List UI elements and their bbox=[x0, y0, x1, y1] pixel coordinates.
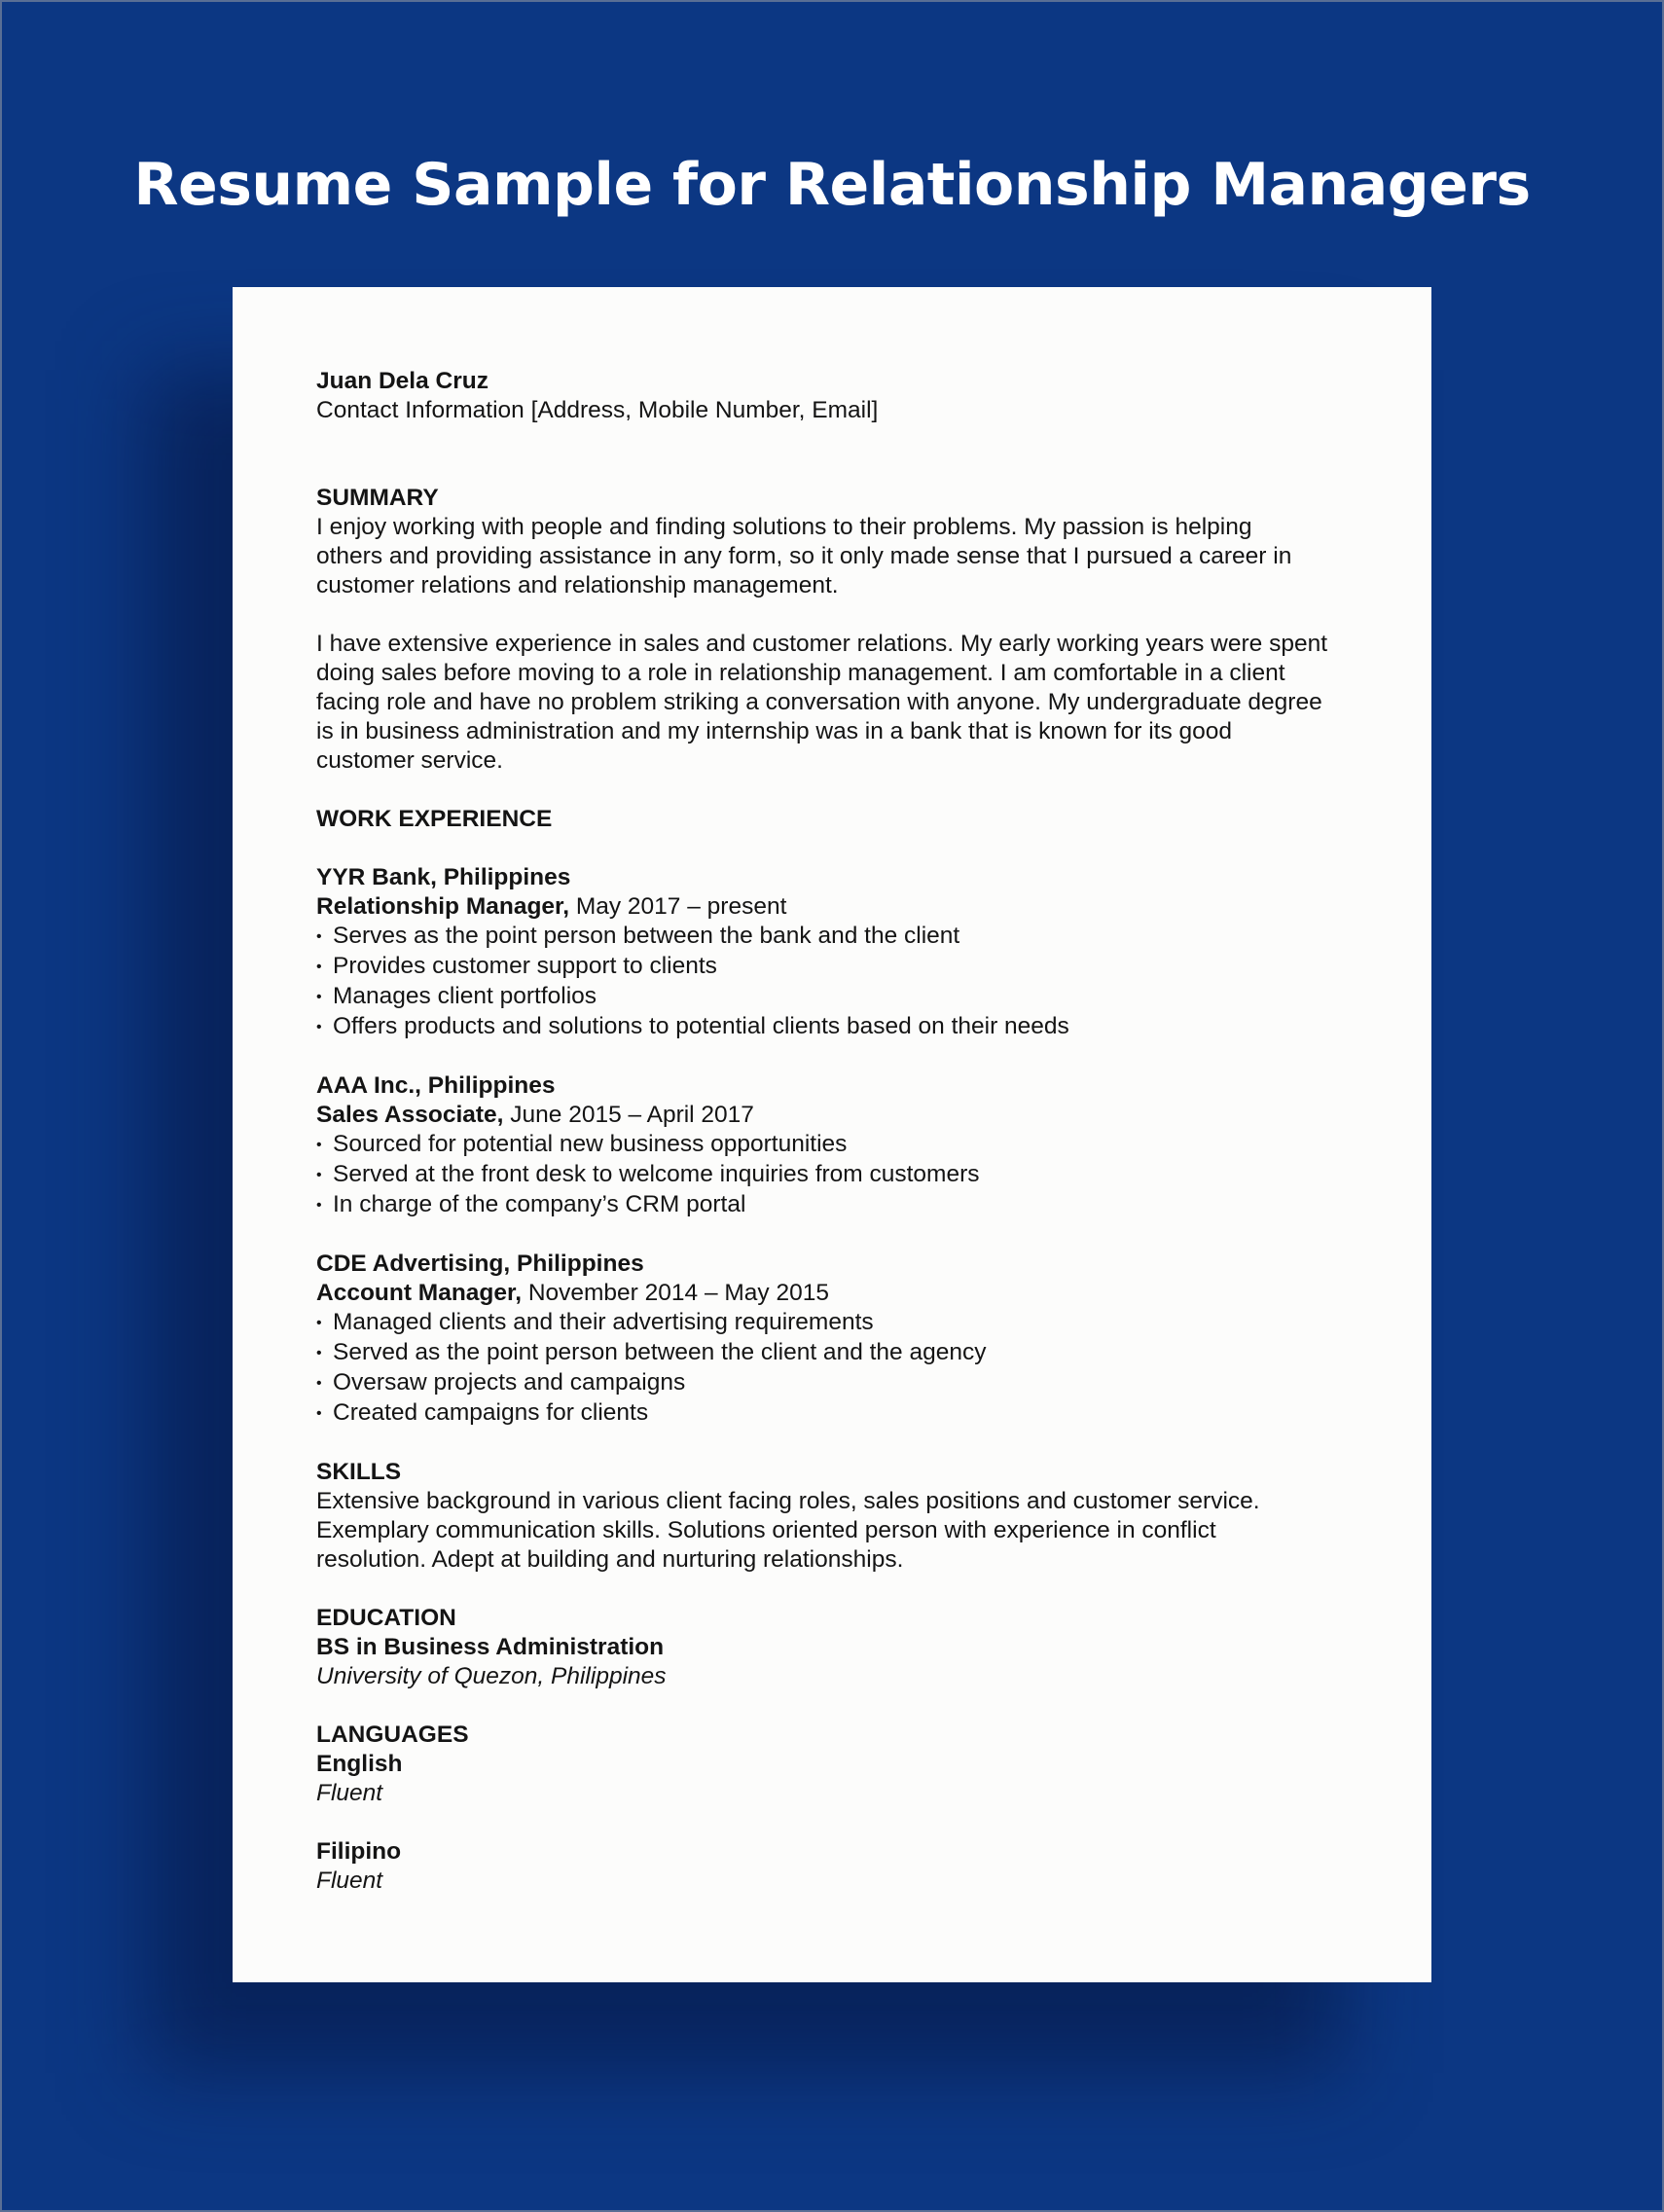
skills-heading: SKILLS bbox=[316, 1459, 402, 1485]
job-bullet: • Manages client portfolios bbox=[316, 982, 1367, 1012]
job-dates: November 2014 – May 2015 bbox=[522, 1280, 829, 1306]
job-dates: May 2017 – present bbox=[569, 893, 787, 920]
summary-line: is in business administration and my internship was in a bank that is known for its good bbox=[316, 718, 1233, 744]
language-name: Filipino bbox=[316, 1838, 402, 1865]
skills-line: Exemplary communication skills. Solutions oriented person with experience in conflict bbox=[316, 1517, 1216, 1543]
page-title: Resume Sample for Relationship Managers bbox=[133, 151, 1531, 219]
job-role-line bbox=[316, 892, 1367, 922]
job-role: Sales Associate, bbox=[316, 1102, 504, 1128]
skills-line: resolution. Adept at building and nurturing relationships. bbox=[316, 1546, 904, 1573]
language-level: Fluent bbox=[316, 1868, 383, 1894]
job-dates: June 2015 – April 2017 bbox=[503, 1102, 754, 1128]
job-company: YYR Bank, Philippines bbox=[316, 864, 571, 890]
job-role: Account Manager, bbox=[316, 1280, 523, 1306]
job-bullet: • Managed clients and their advertising requirements bbox=[316, 1308, 1367, 1338]
job-role-line bbox=[316, 1101, 1367, 1130]
summary-line: others and providing assistance in any form, so it only made sense that I pursued a career in bbox=[316, 543, 1292, 569]
languages-heading: LANGUAGES bbox=[316, 1722, 469, 1748]
work-heading: WORK EXPERIENCE bbox=[316, 806, 553, 832]
job-bullet: • Oversaw projects and campaigns bbox=[316, 1368, 1367, 1398]
skills-line: Extensive background in various client facing roles, sales positions and customer service. bbox=[316, 1488, 1260, 1514]
job-bullet: • Created campaigns for clients bbox=[316, 1398, 1367, 1429]
resume-contact: Contact Information [Address, Mobile Number, Email] bbox=[316, 397, 879, 423]
job-bullet: • In charge of the company’s CRM portal bbox=[316, 1190, 1367, 1220]
job-bullet: • Provides customer support to clients bbox=[316, 952, 1367, 982]
summary-line: facing role and have no problem striking a conversation with anyone. My undergraduate degree bbox=[316, 689, 1322, 715]
language-name: English bbox=[316, 1751, 403, 1777]
summary-heading: SUMMARY bbox=[316, 485, 439, 511]
job-bullet: • Serves as the point person between the bank and the client bbox=[316, 922, 1367, 952]
summary-line: doing sales before moving to a role in relationship management. I am comfortable in a client bbox=[316, 660, 1285, 686]
job-company: CDE Advertising, Philippines bbox=[316, 1251, 644, 1277]
summary-line: customer service. bbox=[316, 747, 503, 774]
education-degree: BS in Business Administration bbox=[316, 1634, 665, 1660]
job-company: AAA Inc., Philippines bbox=[316, 1072, 556, 1099]
resume-paper bbox=[233, 287, 1431, 1982]
education-school: University of Quezon, Philippines bbox=[316, 1663, 667, 1689]
job-bullet: • Served as the point person between the client and the agency bbox=[316, 1338, 1367, 1368]
language-level: Fluent bbox=[316, 1780, 383, 1806]
summary-line: I have extensive experience in sales and customer relations. My early working years were spent bbox=[316, 631, 1328, 657]
job-bullet: • Sourced for potential new business opportunities bbox=[316, 1130, 1367, 1160]
resume-document bbox=[316, 367, 1367, 1896]
summary-line: I enjoy working with people and finding solutions to their problems. My passion is helping bbox=[316, 514, 1252, 540]
job-bullet: • Served at the front desk to welcome inquiries from customers bbox=[316, 1160, 1367, 1190]
job-role: Relationship Manager, bbox=[316, 893, 570, 920]
job-role-line bbox=[316, 1279, 1367, 1308]
education-heading: EDUCATION bbox=[316, 1605, 456, 1631]
job-bullet: • Offers products and solutions to potential clients based on their needs bbox=[316, 1012, 1367, 1042]
summary-line: customer relations and relationship management. bbox=[316, 572, 839, 598]
resume-name: Juan Dela Cruz bbox=[316, 368, 488, 394]
